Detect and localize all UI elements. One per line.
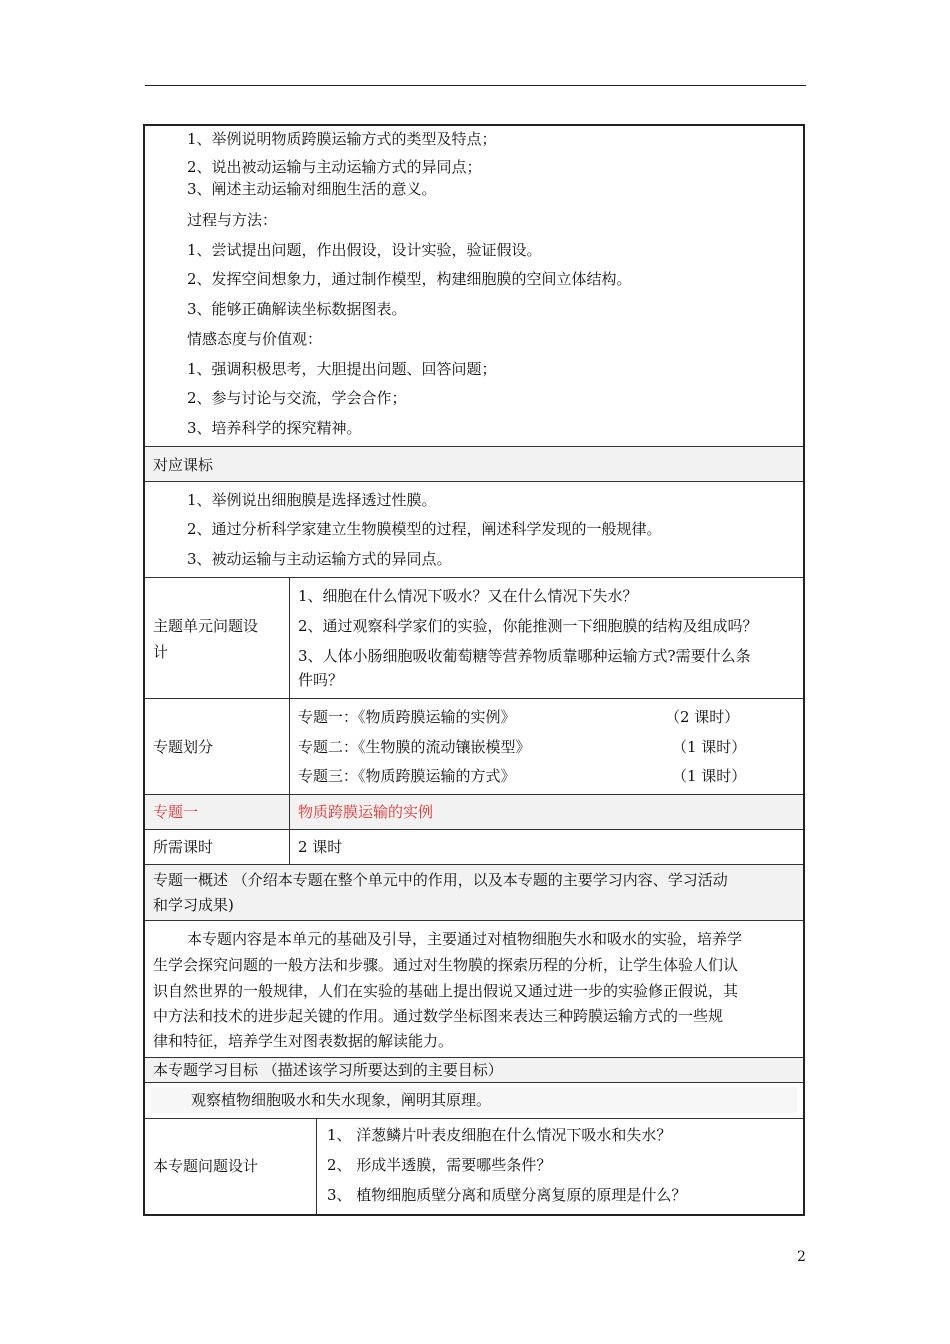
unit-question-line: 件吗？ [298, 671, 344, 689]
unit-questions-label-cell [145, 578, 290, 698]
topic-one-label-cell [145, 795, 290, 829]
overview-line: 中方法和技术的进步起关键的作用。通过数学坐标图来表达三种跨膜运输方式的一些规 [153, 1007, 724, 1025]
topic-name: 专题三：《物质跨膜运输的方式》 [298, 767, 516, 785]
topic-question-item: 1、 洋葱鳞片叶表皮细胞在什么情况下吸水和失水？ [327, 1126, 672, 1144]
topic-questions-label-cell [145, 1119, 317, 1214]
overview-title-row [145, 864, 803, 920]
unit-questions-label: 主题单元问题设 [153, 617, 259, 635]
objective-heading: 过程与方法： [187, 211, 278, 229]
overview-line: 生学会探究问题的一般方法和步骤。通过对生物膜的探索历程的分析，让学生体验人们认 [153, 956, 739, 974]
topic-one-value-cell [290, 795, 803, 829]
goals-text-box [151, 1087, 797, 1113]
overview-line: 识自然世界的一般规律，人们在实验的基础上提出假说又通过进一步的实验修正假说，其 [153, 982, 739, 1000]
overview-text-row [145, 920, 803, 1057]
topic-hours: （1 课时） [672, 767, 747, 785]
objective-line: 3、能够正确解读坐标数据图表。 [187, 300, 407, 318]
unit-question-line: 3、人体小肠细胞吸收葡萄糖等营养物质靠哪种运输方式?需要什么条 [298, 647, 751, 665]
hours-value-cell [290, 830, 803, 864]
topics-label: 专题划分 [153, 738, 214, 756]
goals-text-row [145, 1082, 803, 1118]
hours-label: 所需课时 [153, 838, 214, 856]
overview-title: 和学习成果) [153, 896, 234, 914]
topic-questions-label: 本专题问题设计 [153, 1157, 259, 1175]
topic-question-item: 3、 植物细胞质壁分离和质壁分离复原的原理是什么？ [327, 1186, 687, 1204]
topics-row [145, 698, 803, 794]
objective-line: 2、发挥空间想象力，通过制作模型，构建细胞膜的空间立体结构。 [187, 270, 632, 288]
objectives-section [145, 126, 803, 446]
overview-title: 专题一概述 （介绍本专题在整个单元中的作用，以及本专题的主要学习内容、学习活动 [153, 871, 728, 889]
hours-value: 2 课时 [298, 838, 343, 856]
topic-one-row [145, 794, 803, 829]
topic-hours: （1 课时） [672, 738, 747, 756]
page-number: 2 [797, 1249, 806, 1265]
unit-questions-label: 计 [153, 643, 169, 661]
standard-item: 3、被动运输与主动运输方式的异同点。 [187, 550, 452, 568]
topics-content [290, 699, 803, 794]
objective-line: 3、阐述主动运输对细胞生活的意义。 [187, 180, 437, 198]
goals-title-row [145, 1057, 803, 1082]
standards-title-row [145, 446, 803, 481]
hours-row [145, 829, 803, 864]
goals-title: 本专题学习目标 （描述该学习所要达到的主要目标） [153, 1061, 503, 1079]
objective-line: 3、培养科学的探究精神。 [187, 419, 362, 437]
topic-one-value: 物质跨膜运输的实例 [298, 803, 434, 821]
unit-questions-row [145, 577, 803, 698]
topic-name: 专题一：《物质跨膜运输的实例》 [298, 708, 516, 726]
objective-line: 2、参与讨论与交流，学会合作； [187, 389, 407, 407]
unit-question-line: 1、细胞在什么情况下吸水？又在什么情况下失水？ [298, 587, 638, 605]
hours-label-cell [145, 830, 290, 864]
goals-text: 观察植物细胞吸水和失水现象，阐明其原理。 [191, 1091, 492, 1109]
standard-item: 1、举例说出细胞膜是选择透过性膜。 [187, 491, 437, 509]
objective-heading: 情感态度与价值观： [187, 330, 323, 348]
objective-line: 1、强调积极思考，大胆提出问题、回答问题； [187, 360, 497, 378]
unit-question-line: 2、通过观察科学家们的实验，你能推测一下细胞膜的结构及组成吗？ [298, 617, 758, 635]
overview-line: 律和特征，培养学生对图表数据的解读能力。 [153, 1032, 454, 1050]
standard-item: 2、通过分析科学家建立生物膜模型的过程，阐述科学发现的一般规律。 [187, 520, 662, 538]
objective-line: 1、举例说明物质跨膜运输方式的类型及特点； [187, 130, 497, 148]
standards-title: 对应课标 [153, 456, 214, 474]
topic-name: 专题二：《生物膜的流动镶嵌模型》 [298, 738, 531, 756]
objective-line: 1、尝试提出问题，作出假设，设计实验，验证假设。 [187, 241, 542, 259]
unit-questions-content [290, 578, 803, 698]
topic-one-label: 专题一 [153, 803, 199, 821]
topics-label-cell [145, 699, 290, 794]
header-rule [145, 85, 806, 86]
objective-line: 2、说出被动运输与主动运输方式的异同点； [187, 158, 482, 176]
topic-question-item: 2、 形成半透膜，需要哪些条件？ [327, 1156, 552, 1174]
lesson-plan-table [143, 124, 805, 1216]
overview-line: 本专题内容是本单元的基础及引导，主要通过对植物细胞失水和吸水的实验，培养学 [187, 930, 743, 948]
standards-items-row [145, 481, 803, 577]
topic-hours: （2 课时） [665, 708, 740, 726]
topic-questions-row [145, 1118, 803, 1214]
topic-questions-content [317, 1119, 803, 1214]
